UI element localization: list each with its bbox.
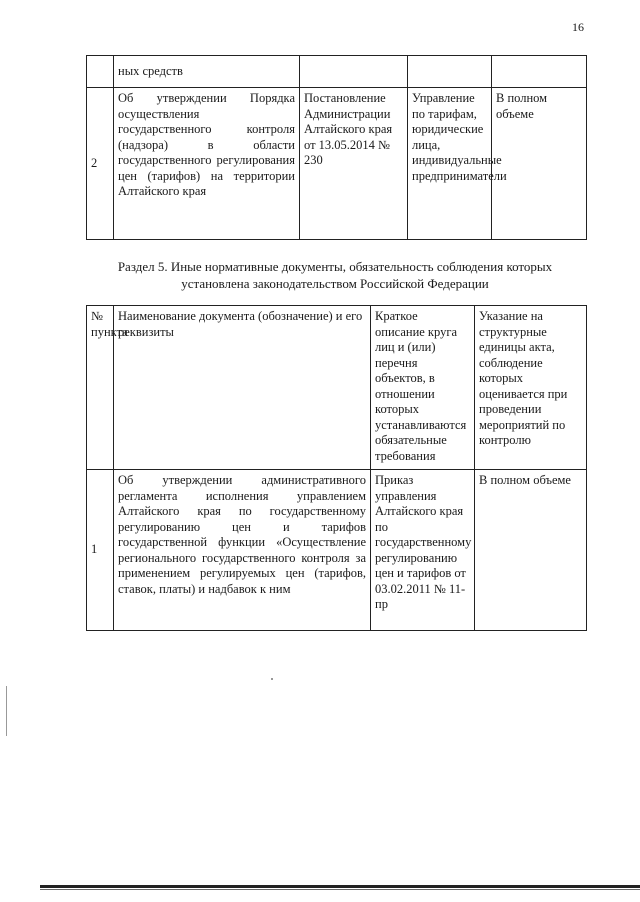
regulations-table-continued	[86, 55, 587, 240]
table-header-row	[87, 306, 587, 470]
header-indication: Указание на структурные единицы акта, соблюдение которых оценивается при проведении мероприятий по контролю	[475, 306, 587, 470]
scan-bottom-edge	[40, 885, 640, 888]
scan-margin-mark	[6, 686, 7, 736]
scan-speck	[271, 678, 273, 680]
scope-indication: В полном объеме	[492, 88, 587, 240]
table-row	[87, 88, 587, 240]
table-cell	[408, 56, 492, 88]
table-cell	[300, 56, 408, 88]
section-5-table	[86, 305, 587, 631]
table-row	[87, 470, 587, 631]
header-number: № пункта	[87, 306, 114, 470]
row-number: 1	[87, 470, 114, 631]
table-cell	[114, 56, 300, 88]
scope-indication: В полном объеме	[475, 470, 587, 631]
table-cell	[492, 56, 587, 88]
page-number: 16	[572, 20, 584, 34]
header-name: Наименование документа (обозначение) и его реквизиты	[114, 306, 371, 470]
cell-text: ных средств	[118, 63, 183, 78]
document-name: Об утверждении Порядка осуществления государственного контроля (надзора) в области государственного регулирования цен (тарифов) на территории Алтайского края	[114, 88, 300, 240]
header-description: Краткое описание круга лиц и (или) перечня объектов, в отношении которых устанавливаются обязательные требования	[371, 306, 475, 470]
section-5-heading: Раздел 5. Иные нормативные документы, обязательность соблюдения которых установлена законодательством Российской Федерации	[117, 259, 553, 291]
document-details: Приказ управления Алтайского края по государственному регулированию цен и тарифов от 03.02.2011 № 11-пр	[371, 470, 475, 631]
row-number: 2	[87, 88, 114, 240]
scan-bottom-edge-thin	[40, 889, 640, 890]
subjects-description: Управление по тарифам, юридические лица, индивидуальные предприниматели	[408, 88, 492, 240]
document-name: Об утверждении административного регламента исполнения управлением Алтайского края по государственному регулированию цен и тарифов государственной функции «Осуществление регионального государственного контроля за применением регулируемых цен (тарифов, ставок, платы) и надбавок к ним	[114, 470, 371, 631]
document-details: Постановление Администрации Алтайского края от 13.05.2014 № 230	[300, 88, 408, 240]
table-cell	[87, 56, 114, 88]
table-row	[87, 56, 587, 88]
